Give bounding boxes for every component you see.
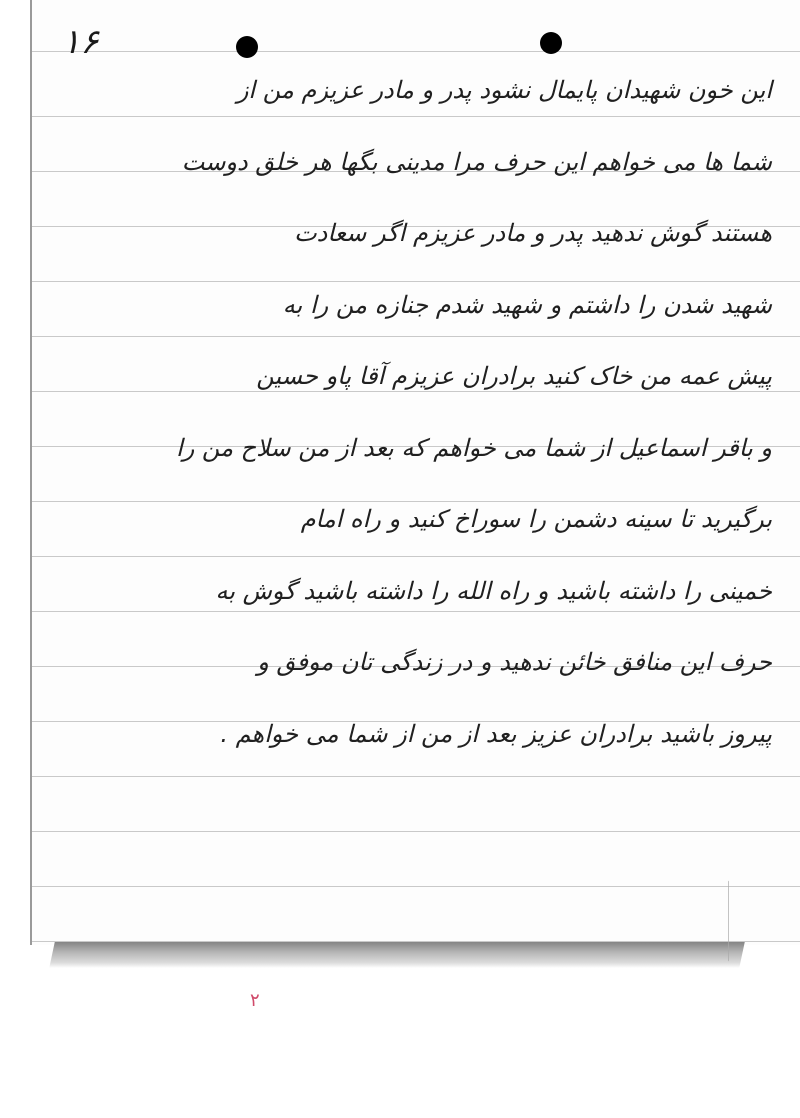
text-line: پیش عمه من خاک کنید برادران عزیزم آقا پاو حسین bbox=[256, 362, 772, 390]
page-number: ۱۶ bbox=[62, 22, 99, 62]
text-line: پیروز باشید برادران عزیز بعد از من از شما می خواهم . bbox=[220, 719, 772, 748]
punch-hole-right bbox=[540, 32, 562, 54]
text-line: برگیرید تا سینه دشمن را سوراخ کنید و راه امام bbox=[300, 505, 772, 533]
text-line: و باقر اسماعیل از شما می خواهم که بعد از من سلاح من را bbox=[176, 433, 772, 462]
text-line: خمینی را داشته باشید و راه الله را داشته باشید گوش به bbox=[215, 576, 772, 605]
scan-shadow-edge bbox=[49, 942, 745, 968]
text-line: حرف این منافق خائن ندهید و در زندگی تان موفق و bbox=[257, 648, 772, 676]
text-line: شما ها می خواهم این حرف مرا مدینی بگها هر خلق دوست bbox=[181, 147, 772, 176]
footer-page-mark: ۲ bbox=[250, 990, 260, 1011]
text-line: این خون شهیدان پایمال نشود پدر و مادر عزیزم من از bbox=[236, 76, 772, 104]
text-line: هستند گوش ندهید پدر و مادر عزیزم اگر سعادت bbox=[294, 219, 772, 247]
text-line: شهید شدن را داشتم و شهید شدم جنازه من را به bbox=[282, 290, 772, 319]
punch-hole-left bbox=[236, 36, 258, 58]
handwritten-text bbox=[50, 62, 790, 777]
